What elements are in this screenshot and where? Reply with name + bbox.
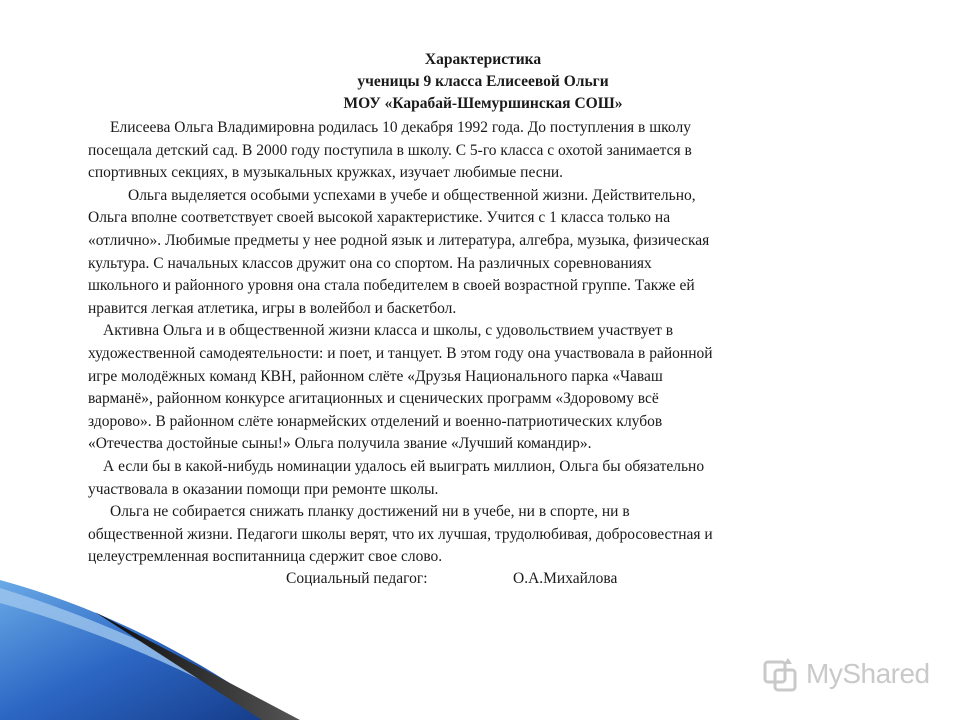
signature-name: О.А.Михайлова — [513, 570, 618, 587]
watermark — [762, 654, 930, 694]
body-line: А если бы в какой-нибудь номинации удалось ей выиграть миллион, Ольга бы обязательно — [103, 457, 705, 475]
body-line: Елисеева Ольга Владимировна родилась 10 декабря 1992 года. До поступления в школу — [110, 119, 691, 136]
heading-title: Характеристика — [424, 51, 542, 68]
body-line: посещала детский сад. В 2000 году поступила в школу. С 5-го класса с охотой занимается в — [88, 141, 692, 159]
characteristic-body — [88, 117, 878, 569]
body-line: «Отечества достойные сыны!» Ольга получила звание «Лучший командир». — [88, 435, 592, 453]
heading-subject: ученицы 9 класса Елисеевой Ольги — [357, 73, 609, 90]
heading-school: МОУ «Карабай-Шемуршинская СОШ» — [343, 95, 623, 112]
body-line: Активна Ольга и в общественной жизни класса и школы, с удовольствием участвует в — [103, 322, 674, 340]
body-line: игре молодёжных команд КВН, районном слёте «Друзья Национального парка «Чаваш — [88, 367, 663, 385]
signature-role: Социальный педагог: — [286, 570, 428, 587]
body-line: целеустремленная воспитанница сдержит свое слово. — [88, 548, 443, 566]
body-line: Ольга выделяется особыми успехами в учебе и общественной жизни. Действительно, — [128, 186, 696, 204]
body-line: спортивных секциях, в музыкальных кружках, изучает любимые песни. — [88, 164, 564, 182]
body-line: нравится легкая атлетика, игры в волейбол и баскетбол. — [88, 299, 457, 317]
body-line: Ольга вполне соответствует своей высокой характеристике. Учится с 1 класса только на — [88, 209, 671, 227]
body-line: школьного и районного уровня она стала победителем в своей возрастной группе. Также ей — [88, 277, 695, 295]
body-line: «отлично». Любимые предметы у нее родной язык и литература, алгебра, музыка, физическая — [88, 231, 710, 249]
body-line: культура. С начальных классов дружит она со спортом. На различных соревнованиях — [88, 254, 652, 272]
body-line: общественной жизни. Педагоги школы верят, что их лучшая, трудолюбивая, добросовестная и — [88, 525, 713, 543]
myshared-logo-icon — [762, 654, 802, 694]
body-line: участвовала в оказании помощи при ремонте школы. — [88, 480, 439, 498]
body-line: варманё», районном конкурсе агитационных и сценических программ «Здоровому всё — [88, 390, 659, 408]
body-line: Ольга не собирается снижать планку достижений ни в учебе, ни в спорте, ни в — [110, 503, 630, 521]
body-line: здорово». В районном слёте юнармейских отделений и военно-патриотических клубов — [88, 412, 663, 430]
watermark-text: MyShared — [806, 658, 930, 689]
document-heading — [88, 49, 878, 115]
body-line: художественной самодеятельности: и поет, и танцует. В этом году она участвовала в районной — [88, 344, 713, 362]
